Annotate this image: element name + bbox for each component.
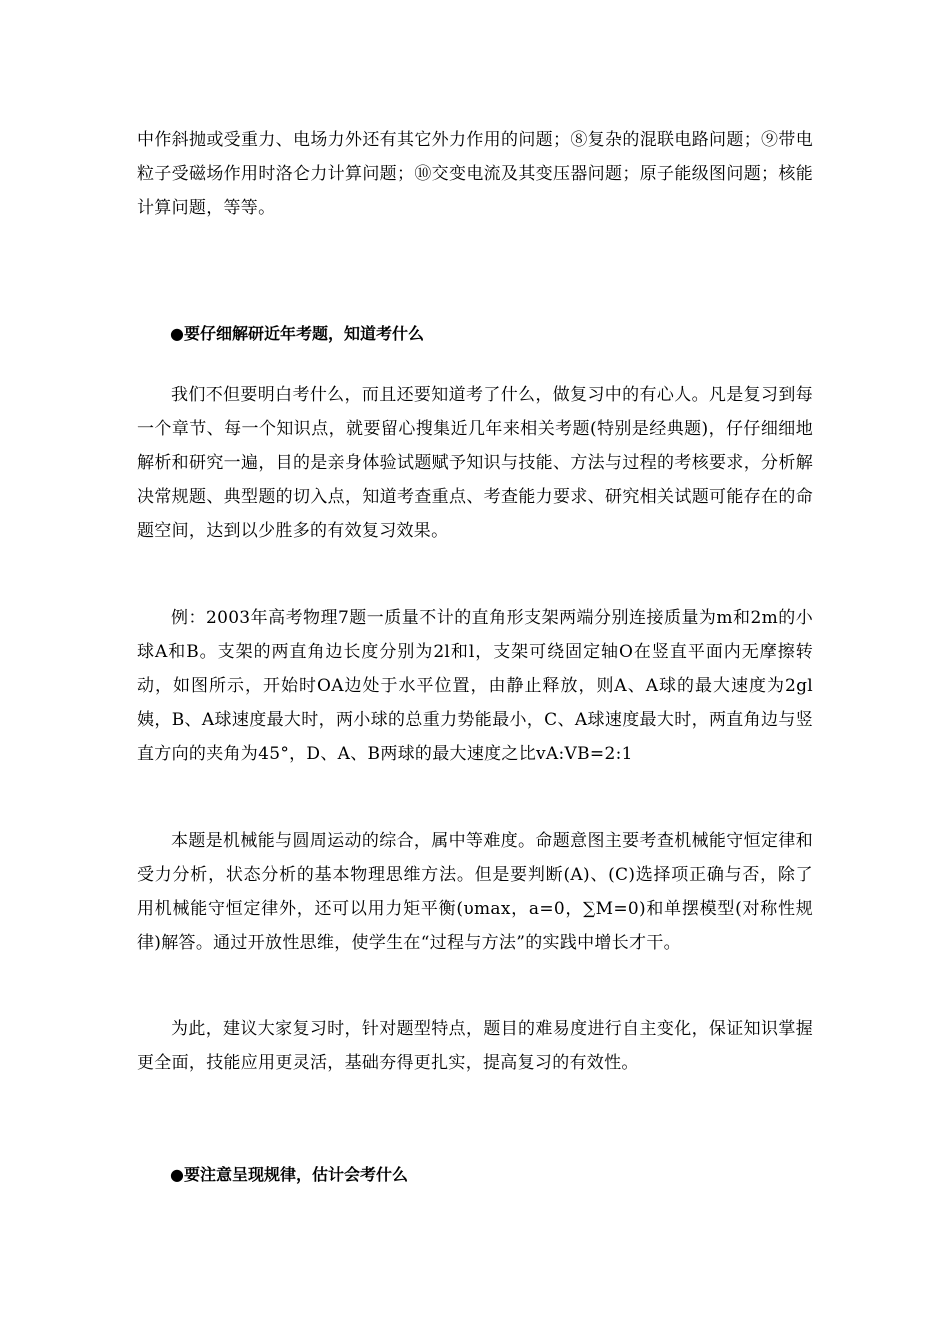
paragraph-advice: 为此，建议大家复习时，针对题型特点，题目的难易度进行自主变化，保证知识掌握更全面，技能应用更灵活，基础夯得更扎实，提高复习的有效性。 bbox=[137, 1019, 813, 1073]
paragraph-example-problem: 例：2003年高考物理7题一质量不计的直角形支架两端分别连接质量为m和2m的小球A和B。支架的两直角边长度分别为2l和l，支架可绕固定轴O在竖直平面内无摩擦转动，如图所示，开始时OA边处于水平位置，由静止释放，则A、A球的最大速度为2gl姨，B、A球速度最大时，两小球的总重力势能最小，C、A球速度最大时，两直角边与竖直方向的夹角为45°，D、A、B两球的最大速度之比vA:VB=2:1 bbox=[137, 608, 813, 764]
paragraph-exam-review: 我们不但要明白考什么，而且还要知道考了什么，做复习中的有心人。凡是复习到每一个章节、每一个知识点，就要留心搜集近几年来相关考题(特别是经典题)，仔仔细细地解析和研究一遍，目的是亲身体验试题赋予知识与技能、方法与过程的考核要求，分析解决常规题、典型题的切入点，知道考查重点、考查能力要求、研究相关试题可能存在的命题空间，达到以少胜多的有效复习效果。 bbox=[137, 385, 813, 541]
section-heading-text: 要注意呈现规律，估计会考什么 bbox=[183, 1165, 408, 1184]
paragraph-continuation: 中作斜抛或受重力、电场力外还有其它外力作用的问题；⑧复杂的混联电路问题；⑨带电粒子受磁场作用时洛仑力计算问题；⑩交变电流及其变压器问题；原子能级图问题；核能计算问题，等等。 bbox=[137, 130, 813, 218]
section-heading-exam-review bbox=[170, 319, 810, 349]
bullet-icon: ● bbox=[170, 1165, 184, 1184]
paragraph-problem-analysis: 本题是机械能与圆周运动的综合，属中等难度。命题意图主要考查机械能守恒定律和受力分析，状态分析的基本物理思维方法。但是要判断(A)、(C)选择项正确与否，除了用机械能守恒定律外，还可以用力矩平衡(υmax，a=0，∑M=0)和单摆模型(对称性规律)解答。通过开放性思维，使学生在“过程与方法”的实践中增长才干。 bbox=[137, 831, 813, 953]
section-heading-patterns bbox=[170, 1160, 810, 1190]
bullet-icon: ● bbox=[170, 324, 184, 343]
section-heading-text: 要仔细解研近年考题，知道考什么 bbox=[183, 324, 424, 343]
